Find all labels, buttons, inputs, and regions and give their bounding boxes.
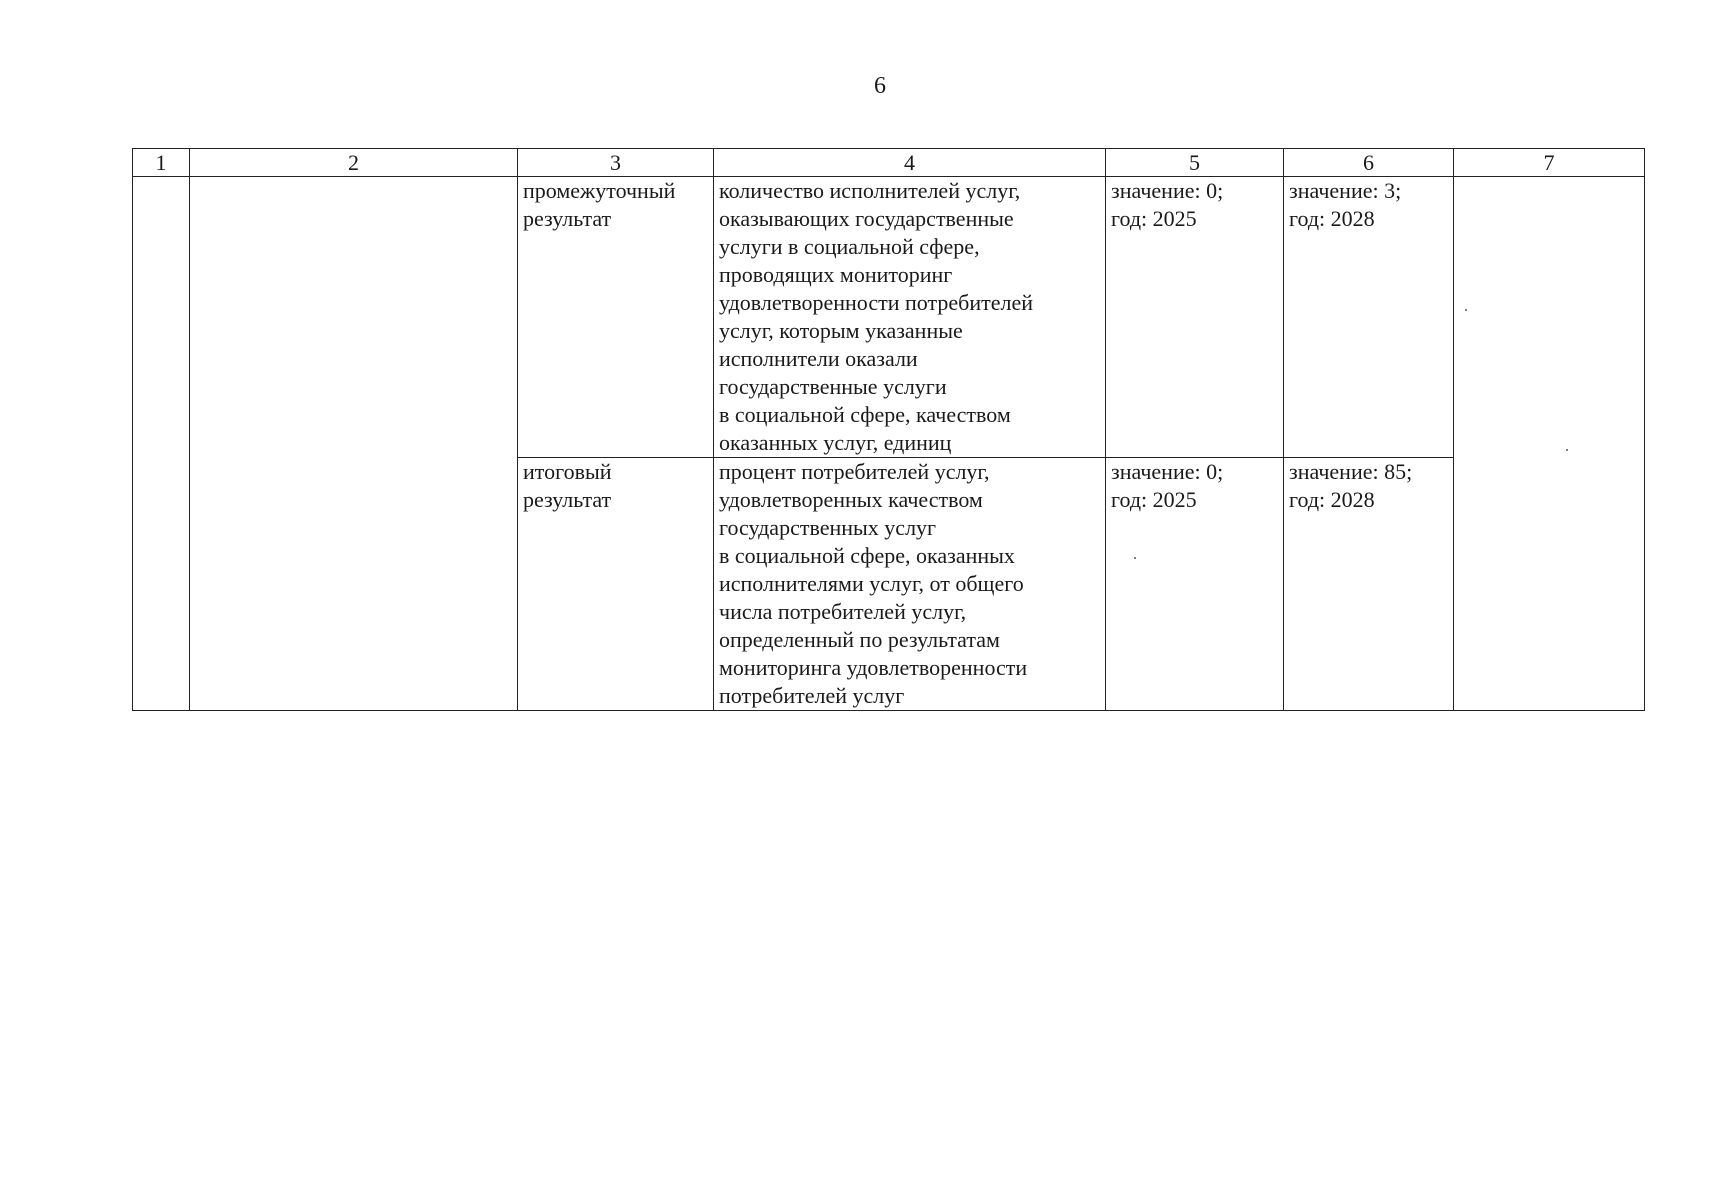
scan-speck: [1134, 557, 1136, 559]
header-cell-7: 7: [1454, 149, 1645, 177]
header-cell-1: 1: [133, 149, 190, 177]
result-type-text: итоговый результат: [523, 459, 612, 512]
header-cell-2: 2: [190, 149, 518, 177]
target-value-text: значение: 3; год: 2028: [1289, 178, 1402, 231]
notes-cell: [1454, 177, 1645, 711]
base-value-text: значение: 0; год: 2025: [1111, 459, 1224, 512]
target-value-cell: [1284, 458, 1454, 711]
header-cell-6: 6: [1284, 149, 1454, 177]
base-value-cell: [1106, 458, 1284, 711]
indicator-cell: [714, 458, 1106, 711]
result-type-text: промежуточный результат: [523, 178, 676, 231]
indicator-text: количество исполнителей услуг, оказывающих государственные услуги в социальной сфере, проводящих мониторинг удовлетворенности потребителей услуг, которым указанные исполнители оказали государственные услуги в социальной сфере, качеством оказанных услуг, единиц: [719, 178, 1034, 455]
table-row: [133, 177, 1645, 458]
indicator-text: процент потребителей услуг, удовлетворенных качеством государственных услуг в социальной сфере, оказанных исполнителями услуг, от общего числа потребителей услуг, определенный по результатам мониторинга удовлетворенности потребителей услуг: [719, 459, 1028, 708]
results-table: [132, 148, 1645, 711]
table-header-row: [133, 149, 1645, 177]
indicator-cell: [714, 177, 1106, 458]
scan-speck: [1465, 309, 1467, 311]
page-number: 6: [874, 73, 886, 99]
name-cell: [190, 177, 518, 711]
base-value-cell: [1106, 177, 1284, 458]
header-cell-4: 4: [714, 149, 1106, 177]
target-value-text: значение: 85; год: 2028: [1289, 459, 1413, 512]
scan-speck: [1566, 449, 1568, 451]
base-value-text: значение: 0; год: 2025: [1111, 178, 1224, 231]
number-cell: [133, 177, 190, 711]
target-value-cell: [1284, 177, 1454, 458]
result-type-cell: [518, 458, 714, 711]
header-cell-5: 5: [1106, 149, 1284, 177]
result-type-cell: [518, 177, 714, 458]
header-cell-3: 3: [518, 149, 714, 177]
